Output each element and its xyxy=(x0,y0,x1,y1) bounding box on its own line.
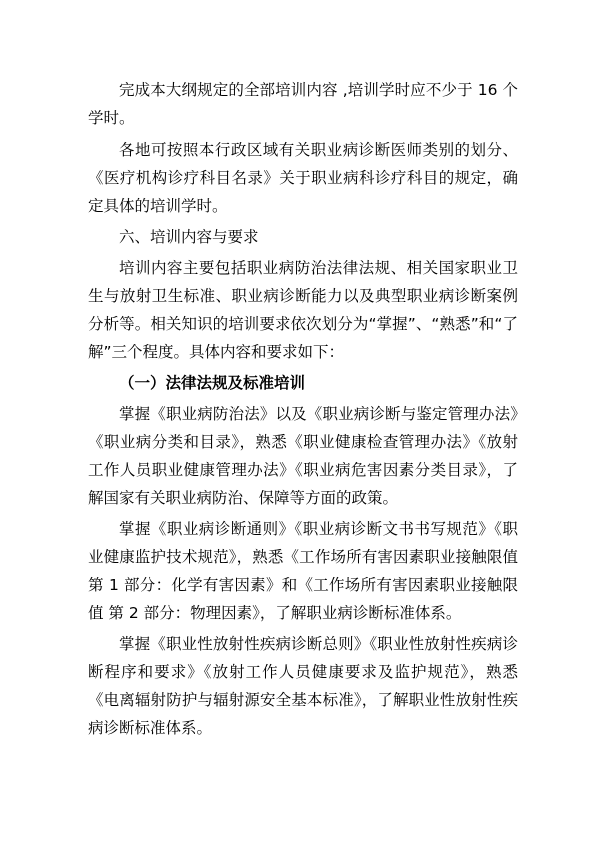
paragraph-diagnosis-standards: 掌握《职业病诊断通则》《职业病诊断文书书写规范》《职业健康监护技术规范》，熟悉《工作场所有害因素职业接触限值 第 1 部分：化学有害因素》和《工作场所有害因素职业接触限值 第 2 部分：物理因素》，了解职业病诊断标准体系。 xyxy=(88,520,518,622)
document-page xyxy=(88,76,518,745)
subsection-heading: （一）法律法规及标准培训 xyxy=(119,374,306,392)
paragraph-laws: 掌握《职业病防治法》以及《职业病诊断与鉴定管理办法》《职业病分类和目录》，熟悉《职业健康检查管理办法》《放射工作人员职业健康管理办法》《职业病危害因素分类目录》，了解国家有关职业病防治、保障等方面的政策。 xyxy=(88,405,518,507)
paragraph-radiation-standards: 掌握《职业性放射性疾病诊断总则》《职业性放射性疾病诊断程序和要求》《放射工作人员健康要求及监护规范》，熟悉《电离辐射防护与辐射源安全基本标准》，了解职业性放射性疾病诊断标准体系。 xyxy=(88,635,518,737)
section-heading: 六、培训内容与要求 xyxy=(119,228,259,246)
paragraph-local-hours: 各地可按照本行政区域有关职业病诊断医师类别的划分、《医疗机构诊疗科目名录》关于职业病科诊疗科目的规定，确定具体的培训学时。 xyxy=(88,141,518,215)
paragraph-training-hours: 完成本大纲规定的全部培训内容 ,培训学时应不少于 16 个学时。 xyxy=(88,81,518,127)
section-intro: 培训内容主要包括职业病防治法律法规、相关国家职业卫生与放射卫生标准、职业病诊断能力以及典型职业病诊断案例分析等。相关知识的培训要求依次划分为“掌握”、“熟悉”和“了解”三个程度。具体内容和要求如下： xyxy=(88,259,518,361)
